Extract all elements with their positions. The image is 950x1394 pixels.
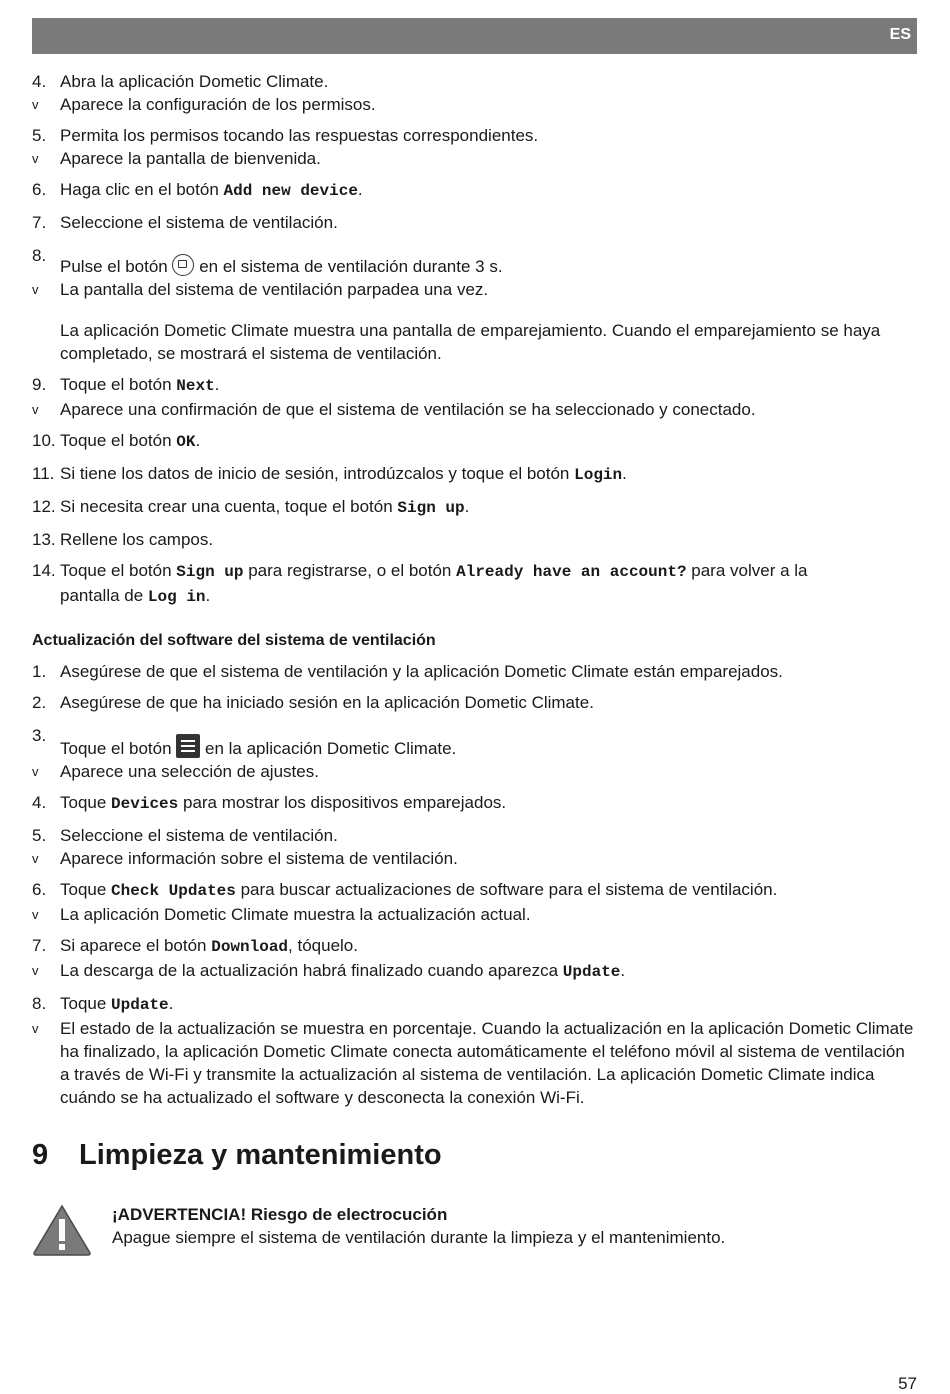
result-4 xyxy=(32,93,917,116)
step-text: Haga clic en el botón xyxy=(60,180,224,199)
ui-label-add-new-device: Add new device xyxy=(223,182,358,200)
result-text: Aparece información sobre el sistema de ventilación. xyxy=(60,849,458,868)
step-text: , tóquelo. xyxy=(288,936,358,955)
step-number: 13. xyxy=(32,530,56,549)
step-7 xyxy=(32,211,917,234)
result-text: La aplicación Dometic Climate muestra la actualización actual. xyxy=(60,905,531,924)
update-step-8 xyxy=(32,992,917,1017)
step-number: 2. xyxy=(32,693,47,712)
language-tag: ES xyxy=(889,26,911,43)
result-text: Aparece una selección de ajustes. xyxy=(60,762,319,781)
step-8 xyxy=(32,248,917,278)
header-bar xyxy=(32,18,917,54)
step-5 xyxy=(32,124,917,147)
step-text: . xyxy=(622,464,627,483)
step-text: Toque el botón xyxy=(60,561,177,580)
step-text: Si aparece el botón xyxy=(60,936,212,955)
step-number: 6. xyxy=(32,880,47,899)
update-result-8-line-2 xyxy=(32,1040,917,1063)
step-text: . xyxy=(195,431,201,450)
step-text: en la aplicación Dometic Climate. xyxy=(200,739,457,758)
note-8 xyxy=(32,319,917,365)
ui-label-sign-up: Sign up xyxy=(397,499,465,517)
step-13 xyxy=(32,528,917,551)
result-marker: v xyxy=(32,907,39,922)
pairing-button-icon xyxy=(172,254,194,276)
result-marker: v xyxy=(32,97,39,112)
step-text: Asegúrese de que el sistema de ventilación y la aplicación Dometic Climate están emparejados. xyxy=(60,662,783,681)
warning-body xyxy=(112,1203,725,1249)
step-number: 3. xyxy=(32,726,47,745)
update-step-6 xyxy=(32,878,917,903)
step-text: Seleccione el sistema de ventilación. xyxy=(60,213,338,232)
result-5 xyxy=(32,147,917,170)
step-text: . xyxy=(205,586,211,605)
step-text: Rellene los campos. xyxy=(60,530,214,549)
update-result-5 xyxy=(32,847,917,870)
step-number: 10. xyxy=(32,431,56,450)
step-number: 14. xyxy=(32,561,56,580)
result-marker: v xyxy=(32,1021,39,1036)
step-text: Pulse el botón xyxy=(60,257,173,276)
ui-label-check-updates: Check Updates xyxy=(111,882,236,900)
result-9 xyxy=(32,398,917,421)
result-marker: v xyxy=(32,764,39,779)
step-text: Toque el botón xyxy=(60,375,177,394)
ui-label-sign-up: Sign up xyxy=(176,563,244,581)
step-number: 5. xyxy=(32,126,47,145)
warning-title: ¡ADVERTENCIA! Riesgo de electrocución xyxy=(112,1205,448,1224)
result-marker: v xyxy=(32,963,39,978)
ui-label-update: Update xyxy=(111,996,169,1014)
result-text: ha finalizado, la aplicación Dometic Climate conecta automáticamente el teléfono móvil al sistema de ventilación xyxy=(60,1042,905,1061)
step-text: Toque xyxy=(60,880,112,899)
step-14-continued xyxy=(32,584,917,609)
step-text: Si necesita crear una cuenta, toque el botón xyxy=(60,497,398,516)
update-result-3 xyxy=(32,760,917,783)
result-marker: v xyxy=(32,851,39,866)
step-6 xyxy=(32,178,917,203)
step-4 xyxy=(32,70,917,93)
step-text: para volver a la xyxy=(686,561,808,580)
result-text: Aparece la pantalla de bienvenida. xyxy=(60,149,321,168)
update-step-3 xyxy=(32,728,917,760)
step-12 xyxy=(32,495,917,520)
step-text: . xyxy=(357,180,363,199)
update-result-8 xyxy=(32,1017,917,1040)
ui-label-log-in: Log in xyxy=(147,588,206,606)
step-text: . xyxy=(464,497,470,516)
result-text: cuándo se ha actualizado el software y desconecta la conexión Wi-Fi. xyxy=(60,1088,585,1107)
result-text: Aparece una confirmación de que el sistema de ventilación se ha seleccionado y conectado. xyxy=(60,400,756,419)
step-text: Si tiene los datos de inicio de sesión, introdúzcalos y toque el botón xyxy=(60,464,575,483)
step-text: Seleccione el sistema de ventilación. xyxy=(60,826,338,845)
page-content xyxy=(32,70,917,1257)
step-number: 8. xyxy=(32,246,47,265)
ui-label-next: Next xyxy=(176,377,215,395)
note-text: La aplicación Dometic Climate muestra una pantalla de emparejamiento. Cuando el emparejamiento se haya completado, se mostrará el sistema de ventilación. xyxy=(60,321,881,363)
result-text: El estado de la actualización se muestra en porcentaje. Cuando la actualización en la aplicación Dometic Climate xyxy=(60,1019,914,1038)
ui-label-update: Update xyxy=(562,963,621,981)
step-number: 8. xyxy=(32,994,47,1013)
result-8 xyxy=(32,278,917,301)
update-section-heading: Actualización del software del sistema de ventilación xyxy=(32,632,436,649)
ui-label-ok: OK xyxy=(176,433,196,451)
update-result-8-line-3 xyxy=(32,1063,917,1086)
ui-label-login: Login xyxy=(574,466,623,484)
result-text: . xyxy=(620,961,626,980)
step-text: Toque el botón xyxy=(60,431,177,450)
step-11 xyxy=(32,462,917,487)
result-marker: v xyxy=(32,151,39,166)
update-step-4 xyxy=(32,791,917,816)
step-text: Toque xyxy=(60,793,112,812)
step-number: 7. xyxy=(32,213,47,232)
update-step-7 xyxy=(32,934,917,959)
chapter-title: Limpieza y mantenimiento xyxy=(79,1139,442,1171)
step-text: pantalla de xyxy=(60,586,148,605)
ui-label-download: Download xyxy=(211,938,289,956)
step-number: 9. xyxy=(32,375,47,394)
ui-label-devices: Devices xyxy=(111,795,179,813)
warning-triangle-icon xyxy=(32,1203,92,1257)
update-step-5 xyxy=(32,824,917,847)
step-text: para mostrar los dispositivos emparejados. xyxy=(178,793,507,812)
step-number: 6. xyxy=(32,180,47,199)
step-number: 5. xyxy=(32,826,47,845)
step-text: Permita los permisos tocando las respuestas correspondientes. xyxy=(60,126,539,145)
step-number: 4. xyxy=(32,793,47,812)
warning-text: Apague siempre el sistema de ventilación durante la limpieza y el mantenimiento. xyxy=(112,1228,726,1247)
step-number: 1. xyxy=(32,662,47,681)
step-text: . xyxy=(214,375,220,394)
step-text: Abra la aplicación Dometic Climate. xyxy=(60,72,329,91)
result-text: La pantalla del sistema de ventilación parpadea una vez. xyxy=(60,280,489,299)
step-number: 7. xyxy=(32,936,47,955)
step-number: 4. xyxy=(32,72,47,91)
step-14 xyxy=(32,559,917,584)
result-text: a través de Wi-Fi y transmite la actualización al sistema de ventilación. La aplicación Dometic Climate indica xyxy=(60,1065,875,1084)
ui-label-already-have-account: Already have an account? xyxy=(456,563,687,581)
result-marker: v xyxy=(32,282,39,297)
step-10 xyxy=(32,429,917,454)
warning-box xyxy=(32,1203,917,1257)
step-text: Asegúrese de que ha iniciado sesión en la aplicación Dometic Climate. xyxy=(60,693,594,712)
step-text: en el sistema de ventilación durante 3 s. xyxy=(194,257,503,276)
result-marker: v xyxy=(32,402,39,417)
step-text: . xyxy=(168,994,174,1013)
step-text: Toque el botón xyxy=(60,739,177,758)
step-text: para registrarse, o el botón xyxy=(243,561,457,580)
step-text: para buscar actualizaciones de software para el sistema de ventilación. xyxy=(235,880,778,899)
chapter-heading xyxy=(32,1137,917,1173)
update-result-8-line-4 xyxy=(32,1086,917,1109)
result-text: Aparece la configuración de los permisos. xyxy=(60,95,376,114)
update-step-1 xyxy=(32,660,917,683)
update-result-6 xyxy=(32,903,917,926)
menu-icon xyxy=(176,734,200,758)
update-result-7 xyxy=(32,959,917,984)
result-text: La descarga de la actualización habrá finalizado cuando aparezca xyxy=(60,961,563,980)
step-number: 11. xyxy=(32,464,55,483)
step-text: Toque xyxy=(60,994,112,1013)
step-9 xyxy=(32,373,917,398)
page-number: 57 xyxy=(898,1374,917,1393)
update-step-2 xyxy=(32,691,917,714)
step-number: 12. xyxy=(32,497,56,516)
chapter-number: 9 xyxy=(32,1139,49,1171)
